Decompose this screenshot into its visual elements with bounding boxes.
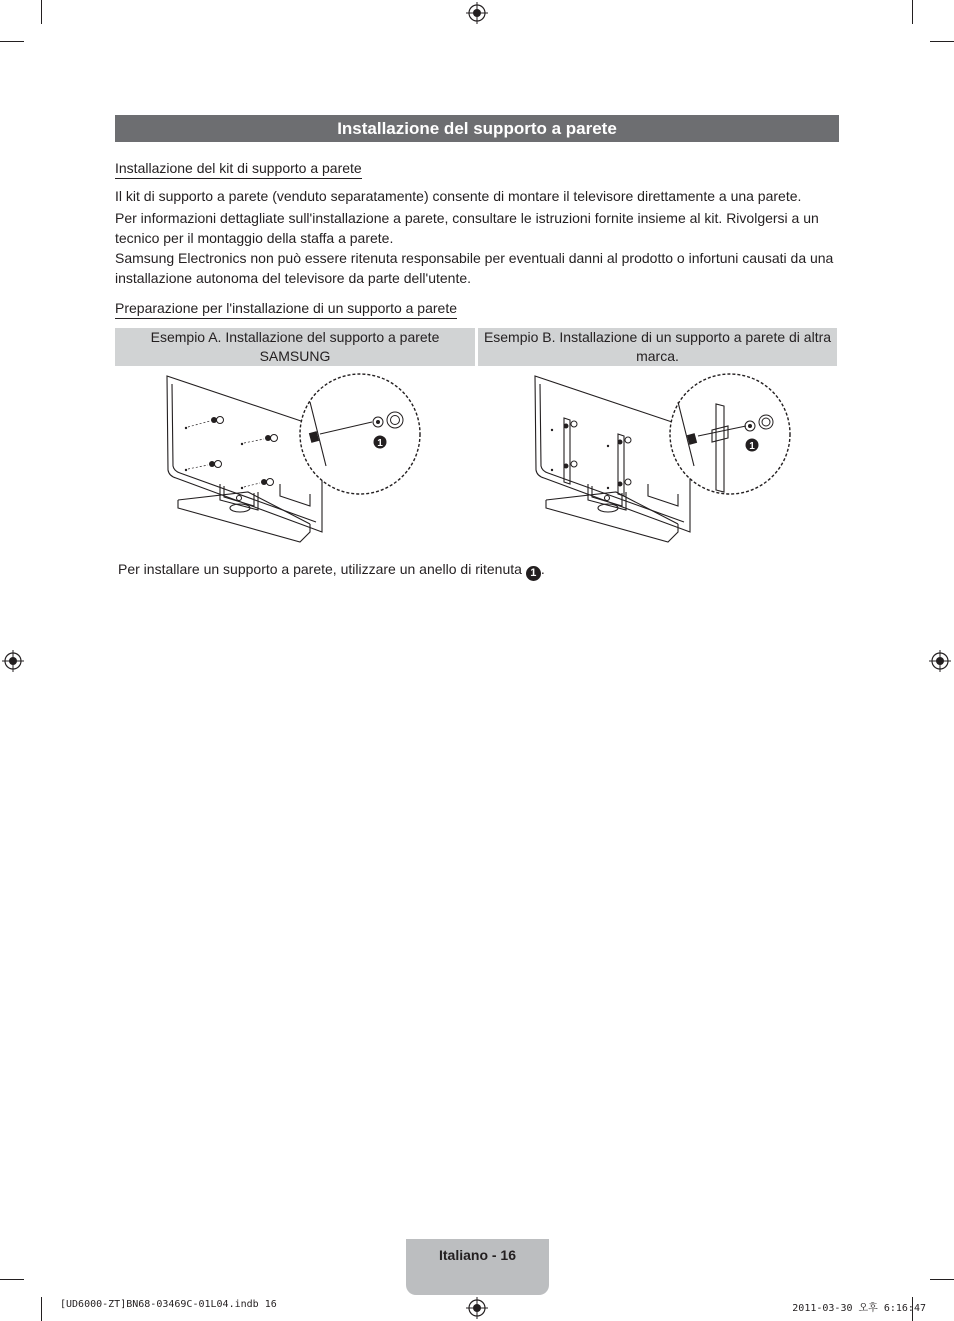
subsection-heading-preparation: Preparazione per l'installazione di un supporto a parete [115,299,457,319]
subsection-heading-kit: Installazione del kit di supporto a parete [115,159,362,179]
callout-number: 1 [749,441,755,452]
note-period: . [540,561,545,577]
crop-mark [0,41,24,42]
note-text: Per installare un supporto a parete, utilizzare un anello di ritenuta [118,561,522,577]
crop-mark [41,1297,42,1321]
kit-description [115,186,839,288]
section-title: Installazione del supporto a parete [115,115,839,142]
example-b-header [478,328,837,366]
example-a-label: Esempio A. Installazione del supporto a parete SAMSUNG [150,329,440,364]
callout-number: 1 [377,438,383,449]
page-label: Italiano - 16 [438,1247,517,1263]
tv-back-wall-mount-illustration-b [528,372,798,550]
installation-note [118,559,545,581]
page-number-tab [406,1239,549,1295]
paragraph: Per informazioni dettagliate sull'installazione a parete, consultare le istruzioni fornite insieme al kit. Rivolgersi a un tecnico per il montaggio della staffa a parete. [115,210,819,246]
crop-mark [930,1279,954,1280]
print-date-info: 2011-03-30 오후 6:16:47 [792,1303,926,1314]
example-b-label: Esempio B. Installazione di un supporto a parete di altra marca. [483,329,832,364]
callout-number: 1 [526,566,541,581]
print-file-info: [UD6000-ZT]BN68-03469C-01L04.indb 16 [60,1299,277,1310]
paragraph: Samsung Electronics non può essere ritenuta responsabile per eventuali danni al prodotto o infortuni causati da una installazione autonoma del televisore da parte dell'utente. [115,250,834,286]
paragraph: Il kit di supporto a parete (venduto separatamente) consente di montare il televisore direttamente a una parete. [115,188,802,204]
registration-mark-icon [466,2,488,24]
registration-mark-icon [2,650,24,672]
tv-back-wall-mount-illustration-a [160,372,430,550]
example-a-header [115,328,475,366]
registration-mark-icon [466,1297,488,1319]
crop-mark [930,41,954,42]
crop-mark [41,0,42,24]
crop-mark [912,0,913,24]
crop-mark [0,1279,24,1280]
registration-mark-icon [929,650,951,672]
